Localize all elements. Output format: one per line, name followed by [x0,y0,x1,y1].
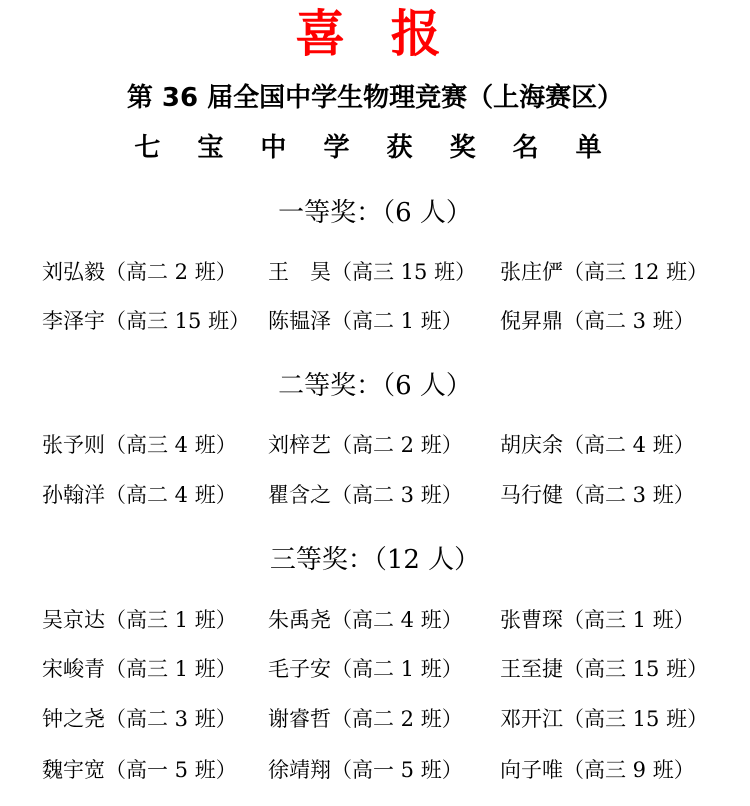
winner-entry: 陈韫泽（高二 1 班） [268,309,463,333]
winner-entry: 宋峻青（高三 1 班） [42,657,237,681]
first-prize-row [0,252,750,292]
second-prize-row [0,425,750,465]
first-prize-row [0,301,750,341]
winner-entry: 邓开江（高三 15 班） [500,707,709,731]
winner-entry: 李泽宇（高三 15 班） [42,309,251,333]
winner-entry: 魏宇宽（高一 5 班） [42,758,237,782]
winner-entry: 谢睿哲（高二 2 班） [268,707,463,731]
winner-entry: 向子唯（高三 9 班） [500,758,695,782]
competition-title: 第 36 届全国中学生物理竞赛（上海赛区） [126,83,624,113]
winner-list-title: 七 宝 中 学 获 奖 名 单 [134,133,616,163]
headline-good-news: 喜 报 [295,5,455,63]
winner-entry: 钟之尧（高二 3 班） [42,707,237,731]
winner-entry: 吴京达（高三 1 班） [42,608,237,632]
second-prize-heading: 二等奖：（6 人） [278,371,472,401]
winner-entry: 张曹琛（高三 1 班） [500,608,695,632]
third-prize-row [0,699,750,739]
winner-entry: 王至捷（高三 15 班） [500,657,709,681]
winner-entry: 孙翰洋（高二 4 班） [42,483,237,507]
winner-entry: 王 昊（高三 15 班） [268,260,477,284]
winner-entry: 张庄俨（高三 12 班） [500,260,709,284]
third-prize-row [0,649,750,689]
winner-entry: 刘弘毅（高二 2 班） [42,260,237,284]
winner-entry: 张予则（高三 4 班） [42,433,237,457]
winner-entry: 朱禹尧（高二 4 班） [268,608,463,632]
winner-entry: 瞿含之（高二 3 班） [268,483,463,507]
winner-entry: 倪昇鼎（高二 3 班） [500,309,695,333]
third-prize-row [0,750,750,790]
winner-entry: 马行健（高二 3 班） [500,483,695,507]
first-prize-heading: 一等奖：（6 人） [278,198,472,228]
winner-entry: 毛子安（高二 1 班） [268,657,463,681]
winner-entry: 胡庆余（高二 4 班） [500,433,695,457]
winner-entry: 徐靖翔（高一 5 班） [268,758,463,782]
third-prize-heading: 三等奖：（12 人） [269,545,481,575]
second-prize-row [0,475,750,515]
winner-entry: 刘梓艺（高二 2 班） [268,433,463,457]
third-prize-row [0,600,750,640]
